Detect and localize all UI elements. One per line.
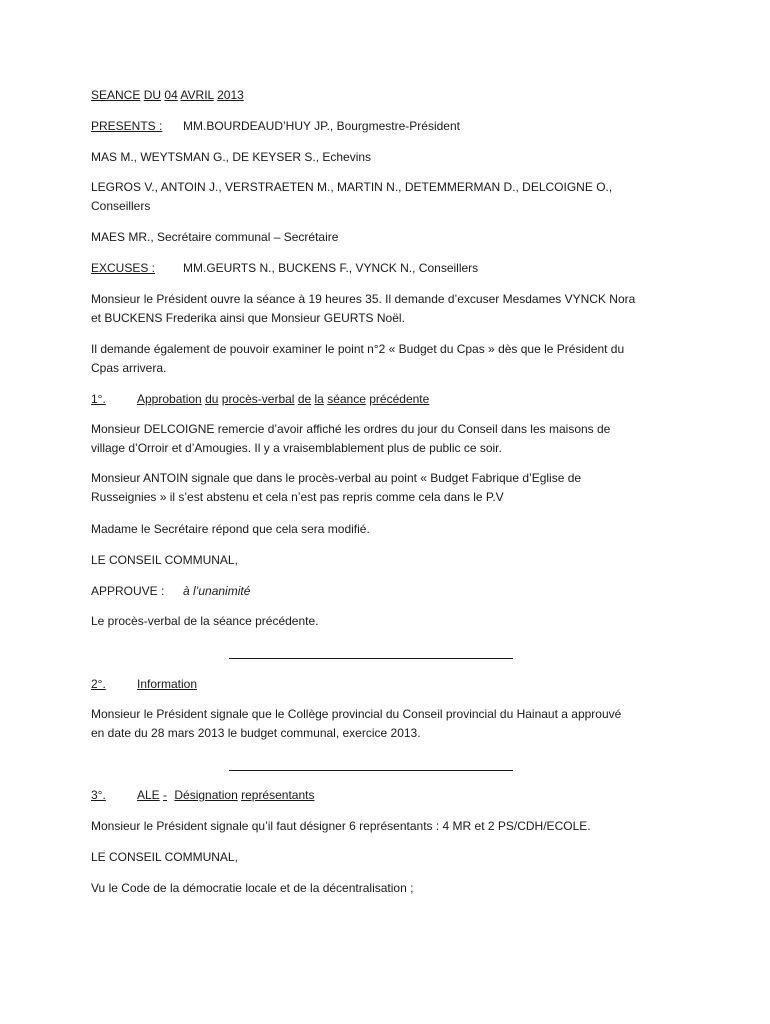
approve-line [91, 582, 681, 601]
item-3-heading [91, 786, 681, 805]
item-3-paragraph-1: Monsieur le Président signale qu’il faut désigner 6 représentants : 4 MR et 2 PS/CDH/ECOLE. [91, 819, 591, 833]
item-1-paragraph-2 [91, 469, 681, 507]
heading-word: du [205, 392, 219, 406]
text-line: Monsieur le Président signale que le Collège provincial du Conseil provincial du Hainaut a approuvé [91, 707, 622, 721]
session-title-word: SEANCE [91, 88, 141, 102]
text-line: Monsieur DELCOIGNE remercie d’avoir affiché les ordres du jour du Conseil dans les maisons de [91, 422, 611, 436]
excuses-label: EXCUSES : [91, 261, 156, 275]
council-heading: LE CONSEIL COMMUNAL, [91, 850, 238, 864]
session-title-word: DU [143, 88, 162, 102]
heading-word: procès-verbal [221, 392, 295, 406]
session-title [91, 86, 681, 105]
approve-label: APPROUVE : [91, 584, 165, 598]
item-number: 1°. [91, 392, 106, 406]
echevins-line: MAS M., WEYTSMAN G., DE KEYSER S., Echevins [91, 150, 372, 164]
text-line: et BUCKENS Frederika ainsi que Monsieur GEURTS Noël. [91, 311, 405, 325]
session-title-word: AVRIL [180, 88, 214, 102]
presents-line [91, 117, 681, 136]
text-line: Il demande également de pouvoir examiner le point n°2 « Budget du Cpas » dès que le Président du [91, 342, 625, 356]
secretaire-line: MAES MR., Secrétaire communal – Secrétaire [91, 230, 339, 244]
item-1-paragraph-3: Madame le Secrétaire répond que cela sera modifié. [91, 522, 370, 536]
text-line: village d’Orroir et d’Amougies. Il y a vraisemblablement plus de public ce soir. [91, 441, 502, 455]
item-number: 3°. [91, 788, 106, 802]
excuses-line [91, 259, 681, 278]
intro-paragraph-1 [91, 290, 681, 328]
intro-paragraph-2 [91, 340, 681, 378]
heading-word: séance [327, 392, 366, 406]
council-heading: LE CONSEIL COMMUNAL, [91, 553, 238, 567]
conseillers-line-1: LEGROS V., ANTOIN J., VERSTRAETEN M., MARTIN N., DETEMMERMAN D., DELCOIGNE O., [91, 180, 613, 194]
presents-label: PRESENTS : [91, 119, 163, 133]
text-line: Monsieur le Président ouvre la séance à 19 heures 35. Il demande d’excuser Mesdames VYNCK Nora [91, 292, 636, 306]
text-line: Russeignies » il s’est abstenu et cela n’est pas repris comme cela dans le P.V [91, 490, 504, 504]
session-title-word: 04 [164, 88, 178, 102]
heading-word: de [297, 392, 312, 406]
heading-word: Désignation [174, 788, 238, 802]
presents-value: MM.BOURDEAUD’HUY JP., Bourgmestre-Président [183, 119, 460, 133]
heading-word: la [314, 392, 324, 406]
conseillers-line-2: Conseillers [91, 199, 151, 213]
heading-title: Information [137, 677, 198, 691]
heading-word: représentants [241, 788, 315, 802]
text-line: Cpas arrivera. [91, 361, 167, 375]
heading-word: - [163, 788, 168, 802]
item-2-paragraph-1 [91, 705, 681, 743]
session-title-word: 2013 [217, 88, 244, 102]
excuses-value: MM.GEURTS N., BUCKENS F., VYNCK N., Conseillers [183, 261, 479, 275]
item-number: 2°. [91, 677, 106, 691]
item-1-paragraph-1 [91, 420, 681, 458]
text-line: en date du 28 mars 2013 le budget communal, exercice 2013. [91, 726, 421, 740]
section-separator [229, 770, 513, 771]
heading-word: ALE [137, 788, 160, 802]
conseillers-paragraph [91, 178, 681, 216]
text-line: Monsieur ANTOIN signale que dans le procès-verbal au point « Budget Fabrique d’Eglise de [91, 471, 582, 485]
approve-result: Le procès-verbal de la séance précédente. [91, 614, 319, 628]
item-2-heading [91, 675, 681, 694]
heading-word: Approbation [137, 392, 202, 406]
item-1-heading [91, 390, 681, 409]
section-separator [229, 658, 513, 659]
item-3-paragraph-2: Vu le Code de la démocratie locale et de la décentralisation ; [91, 881, 414, 895]
heading-word: précédente [369, 392, 430, 406]
approve-value: à l’unanimité [183, 584, 251, 598]
